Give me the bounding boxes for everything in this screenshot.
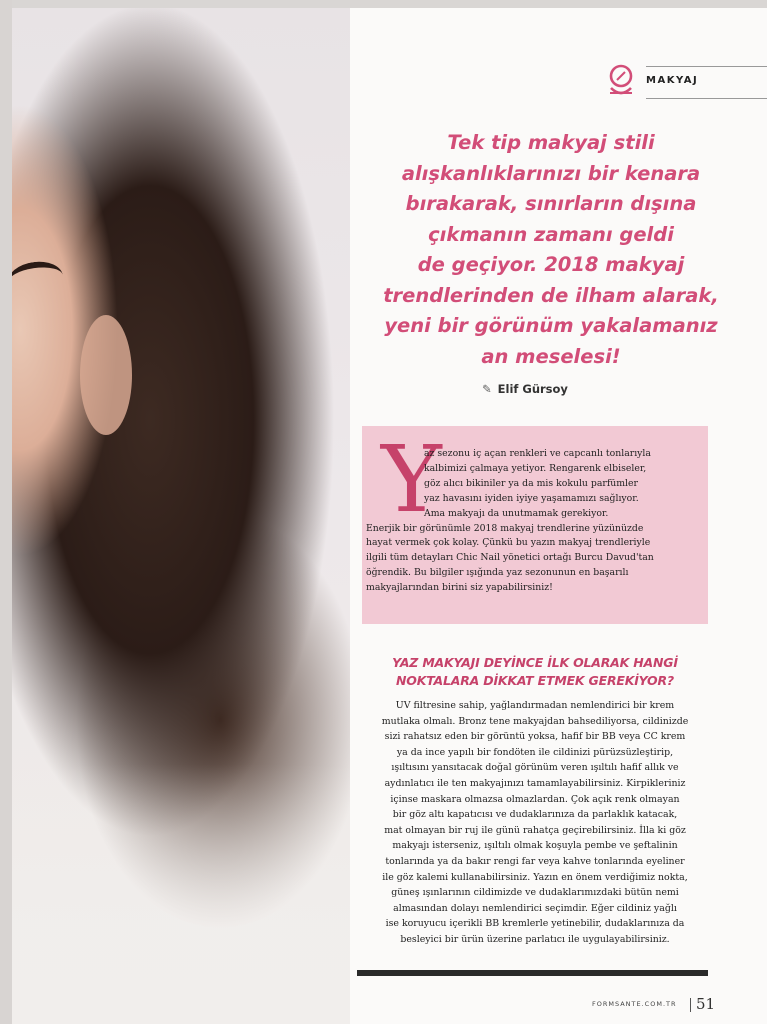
ear-shape — [80, 315, 132, 435]
intro-line: göz alıcı bikiniler ya da mis kokulu parfümler — [424, 477, 638, 489]
lipstick-compact-icon — [606, 64, 638, 98]
body-paragraph — [362, 698, 708, 948]
body-line: ile göz kalemi kullanabilirsiniz. Yazın en önem verdiğimiz nokta, — [382, 871, 688, 883]
intro-line: ilgili tüm detayları Chic Nail yönetici ortağı Burcu Davud'tan — [366, 552, 654, 564]
headline-line: alışkanlıklarınızı bir kenara — [401, 161, 701, 185]
page-separator — [690, 998, 691, 1012]
drop-cap: Y — [381, 426, 442, 533]
section-label: MAKYAJ — [646, 75, 699, 86]
intro-line: az sezonu iç açan renkleri ve capcanlı tonlarıyla — [424, 448, 651, 459]
page-number: 51 — [696, 995, 716, 1013]
section-rule-top — [646, 66, 767, 67]
subheading-line: YAZ MAKYAJI DEYİNCE İLK OLARAK HANGİ — [392, 655, 678, 670]
bottom-rule — [357, 970, 708, 976]
intro-line: öğrendik. Bu bilgiler ışığında yaz sezonunun en başarılı — [366, 567, 629, 579]
intro-line: Ama makyajı da unutmamak gerekiyor. — [424, 507, 609, 519]
intro-line: kalbimizi çalmaya yetiyor. Rengarenk elbiseler, — [424, 462, 647, 474]
body-line: mutlaka olmalı. Bronz tene makyajdan bahsediliyorsa, cildinizde — [381, 715, 689, 727]
body-line: tonlarında ya da bakır rengi far veya kahve tonlarında eyeliner — [385, 855, 685, 867]
intro-line: yaz havasını iyiden iyiye yaşamamızı sağlıyor. — [424, 492, 639, 504]
section-tag — [606, 64, 767, 100]
subheading-line: NOKTALARA DİKKAT ETMEK GEREKİYOR? — [396, 673, 674, 688]
body-line: ışıltısını yansıtacak doğal görünüm veren ışıltılı hafif allık ve — [391, 762, 679, 774]
body-line: içinse maskara olmazsa olmazlardan. Çok açık renk olmayan — [390, 793, 680, 805]
footer-site: FORMSANTE.COM.TR — [592, 1000, 677, 1008]
eyelash-shape — [6, 258, 65, 299]
body-line: bir göz altı kapatıcısı ve dudaklarınıza da parlaklık katacak, — [392, 809, 678, 821]
intro-line: hayat vermek çok kolay. Çünkü bu yazın makyaj trendleriyle — [366, 537, 651, 549]
headline-line: trendlerinden de ilham alarak, — [383, 283, 719, 307]
headline-line: yeni bir görünüm yakalamanız — [384, 314, 718, 337]
body-line: güneş ışınlarının cildimizde ve dudaklarımızdaki bütün nemi — [391, 887, 679, 899]
author-name: Elif Gürsoy — [497, 382, 568, 396]
body-line: besleyici bir ürün üzerine parlatıcı ile uygulayabilirsiniz. — [400, 933, 670, 945]
body-line: sizi rahatsız eden bir görüntü yoksa, hafif bir BB veya CC krem — [384, 731, 686, 743]
headline-line: de geçiyor. 2018 makyaj — [417, 253, 685, 276]
section-rule-bottom — [646, 98, 767, 99]
body-line: aydınlatıcı ile ten makyajınızı tamamlayabilirsiniz. Kirpikleriniz — [384, 777, 686, 789]
headline-line: Tek tip makyaj stili — [447, 131, 655, 154]
body-line: ise koruyucu içerikli BB kremlerle yetinebilir, dudaklarınıza da — [385, 918, 685, 930]
intro-paragraph — [366, 447, 704, 596]
woman-portrait-photo — [0, 0, 350, 1024]
headline-line: bırakarak, sınırların dışına — [405, 192, 697, 215]
scan-left-edge — [0, 0, 12, 1024]
headline-line: çıkmanın zamanı geldi — [428, 222, 674, 246]
scan-top-edge — [0, 0, 767, 8]
subheading — [366, 654, 704, 690]
photo-fade — [0, 764, 350, 1024]
body-line: makyajı isterseniz, ışıltılı olmak koşuyla pembe ve şeftalinin — [392, 840, 678, 852]
headline-line: an meselesi! — [481, 344, 621, 368]
pen-icon: ✎ — [482, 382, 492, 396]
intro-line: makyajlarından birini siz yapabilirsiniz! — [366, 582, 553, 594]
body-line: almasından dolayı nemlendirici seçimdir. Eğer cildiniz yağlı — [393, 902, 677, 914]
body-line: mat olmayan bir ruj ile günü rahatça geçirebilirsiniz. İlla ki göz — [384, 824, 686, 836]
body-line: ya da ince yapılı bir fondöten ile cildinizi pürüzsüzleştirip, — [396, 746, 674, 758]
body-line: UV filtresine sahip, yağlandırmadan nemlendirici bir krem — [395, 700, 675, 711]
intro-line: Enerjik bir görünümle 2018 makyaj trendlerine yüzünüzde — [366, 522, 644, 534]
headline — [366, 128, 736, 372]
byline — [482, 382, 642, 396]
